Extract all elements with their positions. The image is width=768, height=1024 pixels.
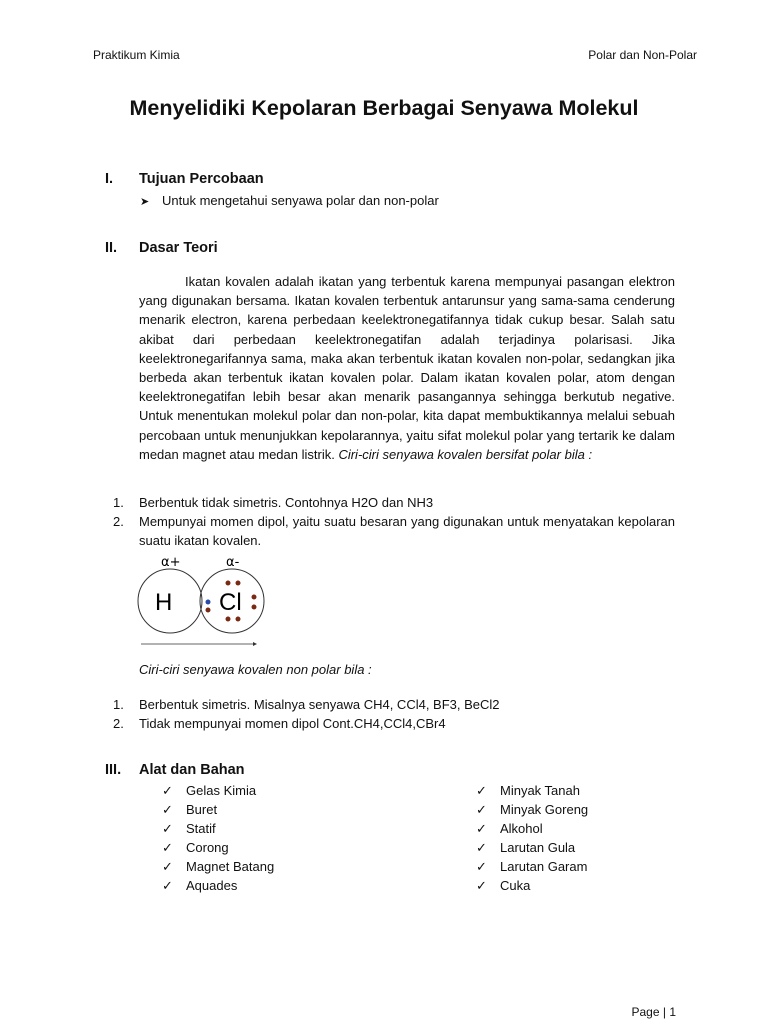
list-item xyxy=(113,714,675,733)
section-1-item-text: Untuk mengetahui senyawa polar dan non-polar xyxy=(162,193,439,208)
list-text: Tidak mempunyai momen dipol Cont.CH4,CCl4,CBr4 xyxy=(139,716,446,732)
checkmark-icon: ✓ xyxy=(162,840,173,855)
item-label: Gelas Kimia xyxy=(186,783,257,798)
page-footer xyxy=(631,1005,676,1019)
list-text: Berbentuk simetris. Misalnya senyawa CH4, CCl4, BF3, BeCl2 xyxy=(139,697,500,712)
section-1-heading xyxy=(105,171,264,187)
equipment-list-right xyxy=(476,781,588,895)
checkmark-icon: ✓ xyxy=(162,859,173,874)
item-label: Minyak Goreng xyxy=(500,802,589,817)
list-number: 1. xyxy=(113,697,124,712)
electron-dot xyxy=(226,617,231,622)
section-2-number: II. xyxy=(105,240,118,256)
nonpolar-lead: Ciri-ciri senyawa kovalen non polar bila : xyxy=(139,662,372,677)
hydrogen-symbol: H xyxy=(155,589,173,616)
item-label: Statif xyxy=(186,821,216,836)
section-2-title: Dasar Teori xyxy=(139,240,218,256)
section-3-heading xyxy=(105,762,245,778)
polar-lead: Ciri-ciri senyawa kovalen bersifat polar bila : xyxy=(338,446,593,462)
electron-dot xyxy=(236,581,241,586)
item-label: Minyak Tanah xyxy=(500,783,580,798)
list-number: 1. xyxy=(113,495,124,510)
list-item xyxy=(162,838,274,857)
checkmark-icon: ✓ xyxy=(162,802,173,817)
list-item xyxy=(113,512,675,550)
list-item xyxy=(162,857,274,876)
list-text: Berbentuk tidak simetris. Contohnya H2O dan NH3 xyxy=(139,495,434,510)
item-label: Alkohol xyxy=(500,821,543,836)
item-label: Cuka xyxy=(500,878,531,893)
electron-dot xyxy=(252,595,257,600)
item-label: Larutan Garam xyxy=(500,859,588,874)
list-number: 2. xyxy=(113,716,124,732)
checkmark-icon: ✓ xyxy=(476,840,487,855)
electron-dot xyxy=(226,581,231,586)
list-item xyxy=(162,876,274,895)
item-label: Magnet Batang xyxy=(186,859,275,874)
checkmark-icon: ✓ xyxy=(476,802,487,817)
list-item xyxy=(476,838,588,857)
checkmark-icon: ✓ xyxy=(162,821,173,836)
theory-text: Ikatan kovalen adalah ikatan yang terbentuk karena mempunyai pasangan elektron yang digunakan bersama. Ikatan kovalen terbentuk antarunsur yang sama-sama cenderung menarik electron, karena perbedaan keelektronegatifannya tidak cukup besar. Salah satu akibat dari perbedaan keelektronegatifan adalah terjadinya polarisasi. Jika keelektronegarifannya sama, maka akan terbentuk ikatan kovalen non-polar, sedangkan jika berbeda akan terbentuk ikatan kovalen polar. Dalam ikatan kovalen polar, atom dengan keelektronegatifan lebih besar akan menarik pasangannya sehingga berkutub negative. Untuk menentukan molekul polar dan non-polar, kita dapat membuktikannya melalui sebuah percobaan untuk menunjukkan kepolarannya, yaitu sifat molekul polar yang tertarik ke dalam medan magnet atau medan listrik. xyxy=(139,274,675,462)
header-left: Praktikum Kimia xyxy=(93,48,180,62)
section-1-item xyxy=(140,193,439,208)
list-item xyxy=(113,493,675,512)
theory-paragraph xyxy=(139,272,675,464)
electron-dot xyxy=(206,608,211,613)
checkmark-icon: ✓ xyxy=(476,821,487,836)
dipole-arrow-icon xyxy=(253,642,257,646)
list-text: Mempunyai momen dipol, yaitu suatu besaran yang digunakan untuk menyatakan kepolaran suatu ikatan kovalen. xyxy=(139,514,675,549)
chlorine-symbol: Cl xyxy=(219,589,242,616)
list-item xyxy=(476,876,588,895)
checkmark-icon: ✓ xyxy=(162,878,173,893)
checkmark-icon: ✓ xyxy=(476,859,487,874)
partial-positive-label: α+ xyxy=(161,555,181,570)
item-label: Larutan Gula xyxy=(500,840,576,855)
list-number: 2. xyxy=(113,514,124,530)
item-label: Corong xyxy=(186,840,229,855)
polar-list xyxy=(113,493,675,551)
item-label: Buret xyxy=(186,802,218,817)
list-item xyxy=(476,857,588,876)
checkmark-icon: ✓ xyxy=(162,783,173,798)
nonpolar-list xyxy=(113,695,675,733)
list-item xyxy=(476,800,588,819)
section-1-title: Tujuan Percobaan xyxy=(139,171,264,187)
list-item xyxy=(476,819,588,838)
electron-dot xyxy=(252,605,257,610)
page-number: 1 xyxy=(669,1005,676,1019)
partial-negative-label: α- xyxy=(226,555,240,570)
section-2-heading xyxy=(105,240,218,256)
page-label: Page | xyxy=(631,1005,666,1019)
list-item xyxy=(476,781,588,800)
item-label: Aquades xyxy=(186,878,238,893)
section-3-number: III. xyxy=(105,762,122,778)
checkmark-icon: ✓ xyxy=(476,878,487,893)
shared-electron-dot xyxy=(206,600,211,605)
section-3-title: Alat dan Bahan xyxy=(139,762,245,778)
page-title: Menyelidiki Kepolaran Berbagai Senyawa Molekul xyxy=(129,96,639,120)
arrowhead-bullet-icon: ➤ xyxy=(140,196,150,208)
header-right: Polar dan Non-Polar xyxy=(588,48,697,62)
checkmark-icon: ✓ xyxy=(476,783,487,798)
section-1-number: I. xyxy=(105,171,114,187)
hcl-dipole-diagram xyxy=(135,553,275,653)
list-item xyxy=(162,781,274,800)
list-item xyxy=(113,695,675,714)
list-item xyxy=(162,819,274,838)
equipment-list-left xyxy=(162,781,274,895)
electron-dot xyxy=(236,617,241,622)
list-item xyxy=(162,800,274,819)
